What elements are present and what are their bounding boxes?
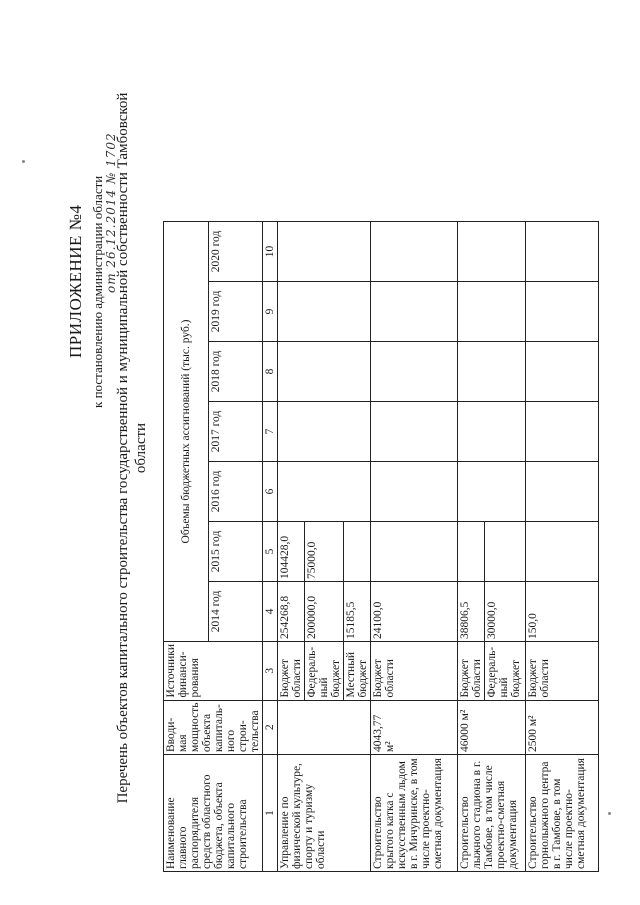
colnum-6: 6 xyxy=(263,461,278,521)
row-capacity: 46000 м² xyxy=(458,700,526,754)
handwritten-date: от 26.12.2014 № 1702 xyxy=(104,132,118,293)
colnum-5: 5 xyxy=(263,521,278,581)
cell-2015 xyxy=(526,521,599,581)
appendix-title: ПРИЛОЖЕНИЕ №4 xyxy=(66,204,85,358)
cell-2015 xyxy=(371,521,458,581)
colnum-3: 3 xyxy=(263,641,278,700)
cell-2015: 104428,0 xyxy=(278,521,305,581)
row-capacity: 4043,77 м² xyxy=(371,700,458,754)
table-row xyxy=(278,221,305,871)
colnum-8: 8 xyxy=(263,341,278,401)
year-2014: 2014 год xyxy=(209,581,263,641)
head-sources: Источники финанси-рования xyxy=(164,641,263,700)
title-line-1: Перечень объектов капитального строительства государственной и муниципальной собственности Тамбовской xyxy=(115,92,131,804)
table-row xyxy=(371,221,458,871)
row-source: Федераль-ный бюджет xyxy=(305,641,344,700)
row-source: Бюджет области xyxy=(526,641,599,700)
row-source: Бюджет области xyxy=(458,641,485,700)
year-2019: 2019 год xyxy=(209,281,263,341)
colnum-10: 10 xyxy=(263,221,278,281)
row-name: Строительство горнолыжного центра в г. Тамбове, в том числе проектно-сметная документация xyxy=(526,755,599,872)
cell-2014: 15185,5 xyxy=(344,581,371,641)
year-2015: 2015 год xyxy=(209,521,263,581)
colnum-4: 4 xyxy=(263,581,278,641)
head-allocations: Объемы бюджетных ассигнований (тыс. руб.) xyxy=(164,221,209,641)
capital-construction-table xyxy=(163,221,599,872)
column-numbers-row xyxy=(263,221,278,871)
cell-2014: 150,0 xyxy=(526,581,599,641)
colnum-9: 9 xyxy=(263,281,278,341)
cell-2015 xyxy=(458,521,485,581)
head-capacity: Вводи-мая мощность объекта капиталь-ного строи-тельства xyxy=(164,700,263,754)
table-row xyxy=(458,221,485,871)
cell-2014: 30000,0 xyxy=(485,581,526,641)
cell-2014: 24100,0 xyxy=(371,581,458,641)
row-name: Строительство лыжного стадиона в г. Тамбове, в том числе проектно-сметная документация xyxy=(458,755,526,872)
title-line-2: области xyxy=(133,422,149,474)
cell-2015 xyxy=(344,521,371,581)
colnum-7: 7 xyxy=(263,401,278,461)
cell-2014: 200000,0 xyxy=(305,581,344,641)
rotated-sheet xyxy=(60,33,620,878)
cell-2015 xyxy=(485,521,526,581)
document-title xyxy=(114,58,150,838)
colnum-1: 1 xyxy=(263,755,278,872)
colnum-2: 2 xyxy=(263,700,278,754)
decree-reference: к постановлению администрации области xyxy=(90,175,105,408)
cell-2014: 254268,8 xyxy=(278,581,305,641)
year-2020: 2020 год xyxy=(209,221,263,281)
year-2016: 2016 год xyxy=(209,461,263,521)
row-source: Бюджет области xyxy=(278,641,305,700)
row-capacity xyxy=(278,700,371,754)
scan-speck xyxy=(22,160,25,163)
row-source: Местный бюджет xyxy=(344,641,371,700)
row-name: Управление по физической культуре, спорту и туризму области xyxy=(278,755,371,872)
year-2017: 2017 год xyxy=(209,401,263,461)
row-capacity: 2500 м² xyxy=(526,700,599,754)
year-2018: 2018 год xyxy=(209,341,263,401)
head-name: Наименование главного распорядителя средств областного бюджета, объекта капитального строительства xyxy=(164,755,263,872)
cell-2014: 38806,5 xyxy=(458,581,485,641)
cell-2015: 75000,0 xyxy=(305,521,344,581)
row-source: Бюджет области xyxy=(371,641,458,700)
table-row xyxy=(526,221,599,871)
row-name: Строительство крытого катка с искусственным льдом в г. Мичуринске, в том числе проектно-сметная документация xyxy=(371,755,458,872)
row-source: Федераль-ный бюджет xyxy=(485,641,526,700)
